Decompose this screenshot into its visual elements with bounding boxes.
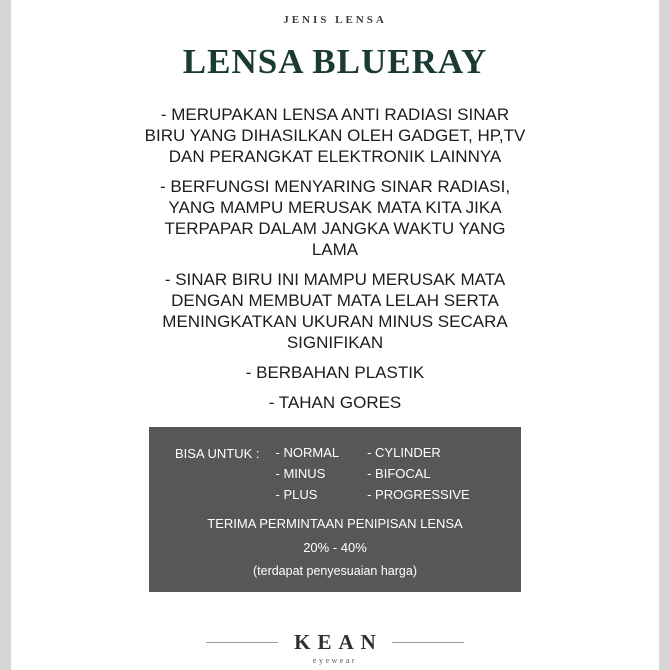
brand-row	[0, 630, 670, 655]
bullet-item: - BERBAHAN PLASTIK	[245, 363, 425, 382]
brand-footer	[0, 630, 670, 665]
brand-name: KEAN	[294, 630, 383, 654]
left-rule	[206, 642, 278, 643]
option-item: - CYLINDER	[367, 445, 441, 460]
note-line: 20% - 40%	[303, 540, 367, 555]
description-list	[0, 104, 670, 413]
bisa-untuk-label: BISA UNTUK :	[175, 446, 260, 461]
bullet-item: - MERUPAKAN LENSA ANTI RADIASI SINAR BIRU YANG DIHASILKAN OLEH GADGET, HP,TV DAN PERANGKAT ELEKTRONIK LAINNYA	[144, 105, 526, 166]
thinning-notes	[175, 516, 495, 578]
page-title: LENSA BLUERAY	[182, 42, 488, 81]
option-item: - PROGRESSIVE	[367, 487, 470, 502]
option-item: - PLUS	[275, 487, 318, 502]
right-edge-strip	[659, 0, 670, 670]
options-row	[175, 445, 495, 502]
lens-options-box	[149, 427, 521, 592]
bullet-item: - BERFUNGSI MENYARING SINAR RADIASI, YANG MAMPU MERUSAK MATA KITA JIKA TERPAPAR DALAM JANGKA WAKTU YANG LAMA	[159, 177, 511, 259]
option-item: - MINUS	[275, 466, 326, 481]
bullet-item: - TAHAN GORES	[268, 393, 402, 412]
left-edge-strip	[0, 0, 11, 670]
options-column-1	[276, 445, 340, 502]
lens-type-eyebrow: JENIS LENSA	[283, 14, 387, 26]
brand-subtitle: eyewear	[312, 656, 358, 665]
note-line: (terdapat penyesuaian harga)	[252, 564, 417, 578]
option-item: - BIFOCAL	[367, 466, 431, 481]
right-rule	[392, 642, 464, 643]
note-line: TERIMA PERMINTAAN PENIPISAN LENSA	[207, 516, 463, 531]
bullet-item: - SINAR BIRU INI MAMPU MERUSAK MATA DENGAN MEMBUAT MATA LELAH SERTA MENINGKATKAN UKURAN MINUS SECARA SIGNIFIKAN	[162, 270, 508, 352]
options-column-2	[367, 445, 470, 502]
option-item: - NORMAL	[275, 445, 340, 460]
